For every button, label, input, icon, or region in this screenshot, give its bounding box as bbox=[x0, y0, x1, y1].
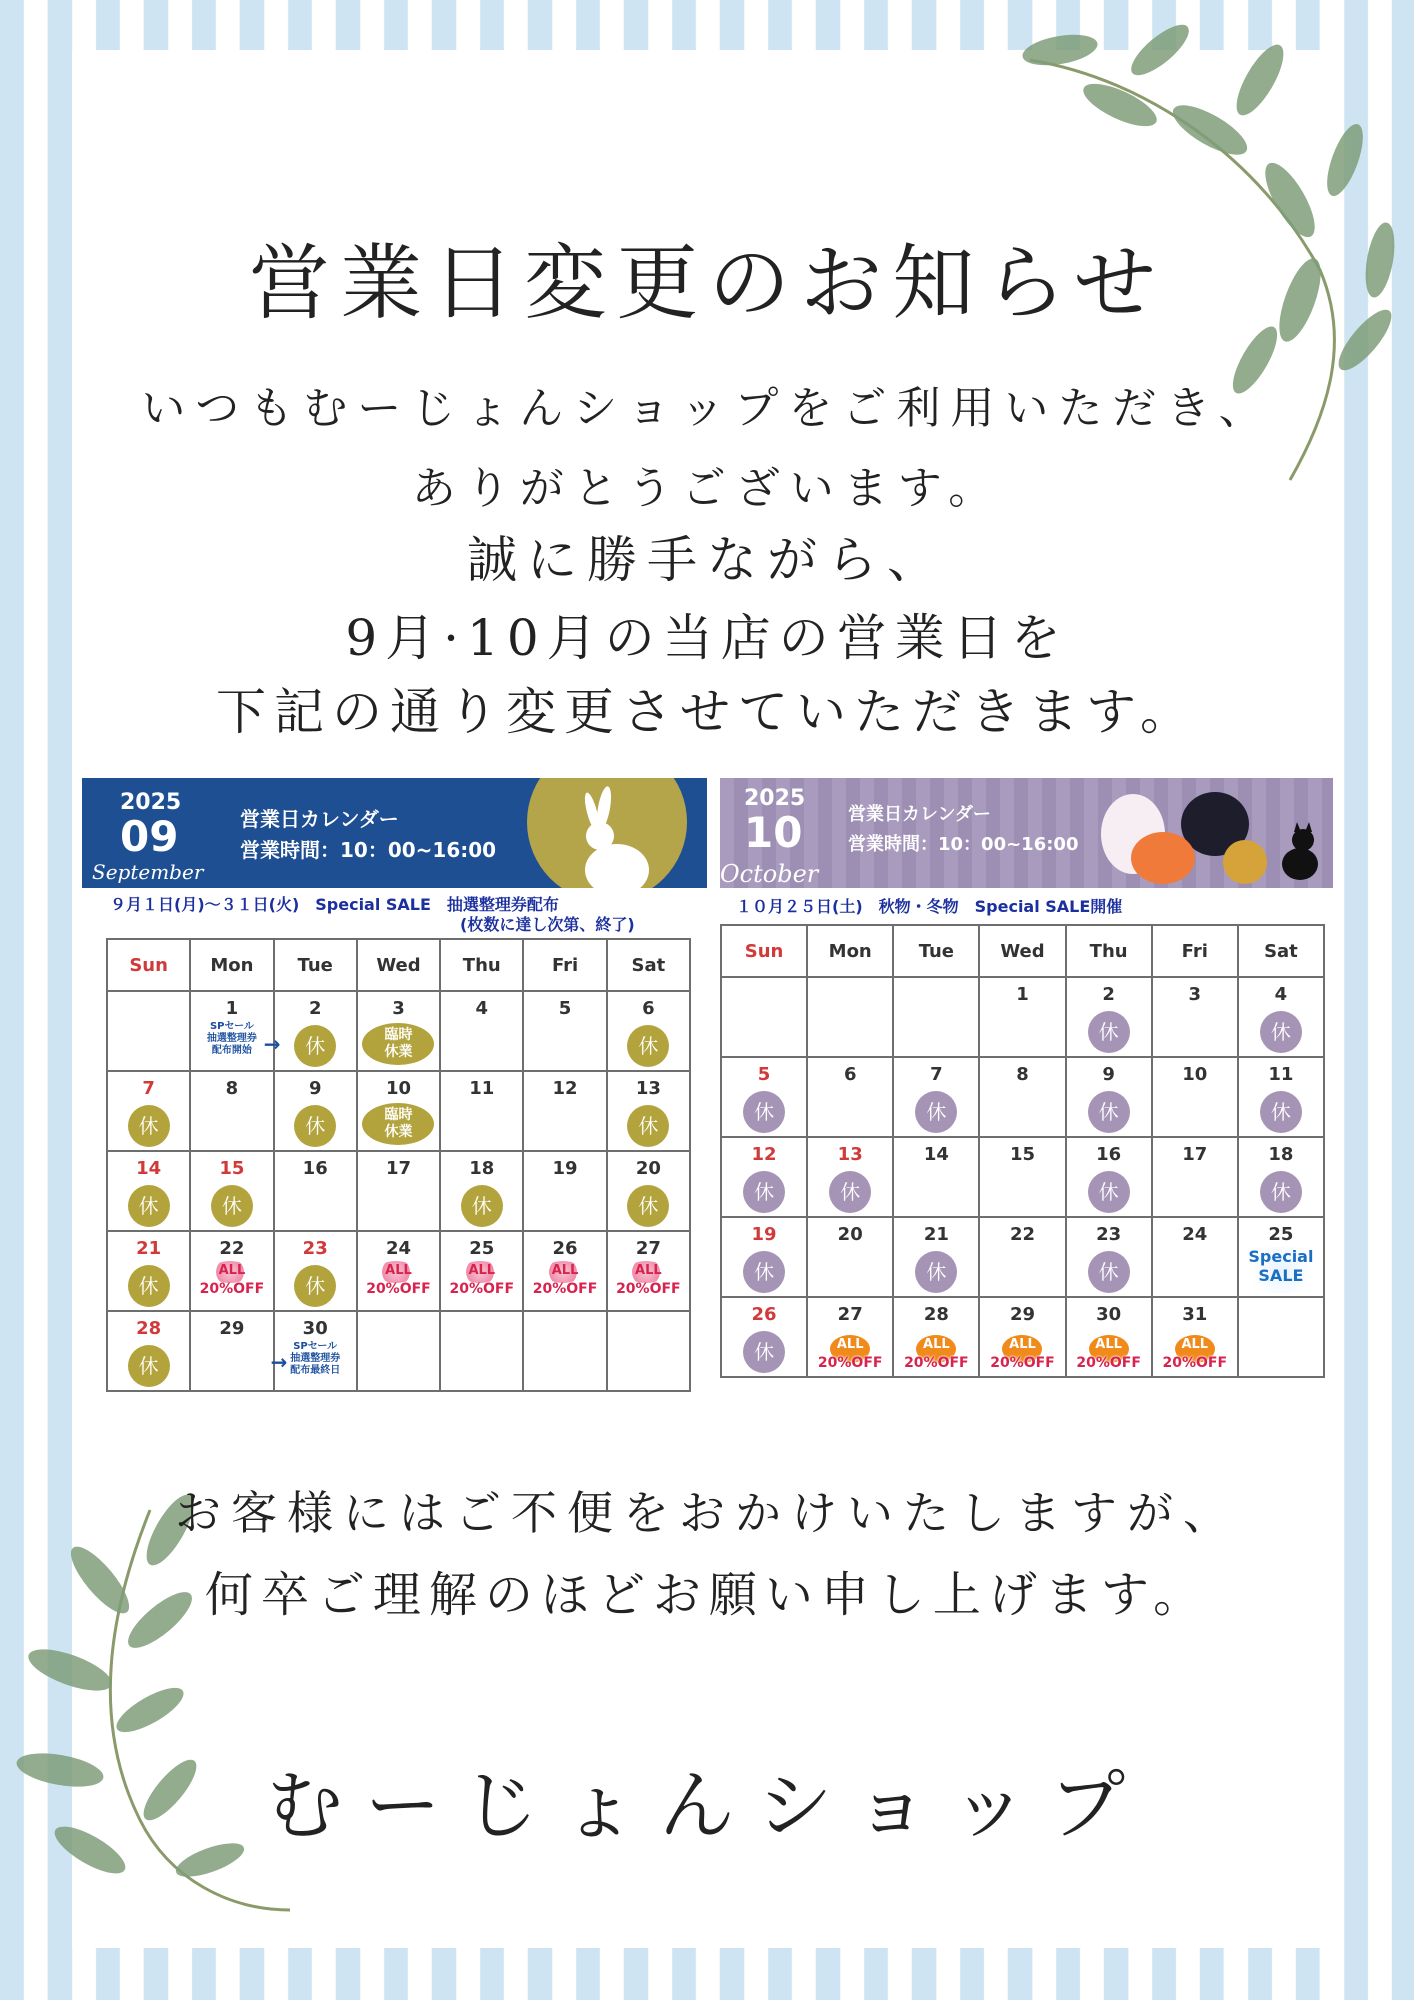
day-cell bbox=[721, 1057, 807, 1137]
special-closure-line: 休業 bbox=[384, 1124, 413, 1140]
day-number: 12 bbox=[552, 1078, 578, 1099]
sale-all-label: ALL bbox=[1009, 1337, 1036, 1352]
weekday-header-tue: Tue bbox=[893, 925, 979, 977]
closing-line-1: お客様にはご不便をおかけいたしますが、 bbox=[175, 1486, 1239, 1540]
week-row bbox=[107, 991, 690, 1071]
special-sale-badge bbox=[1243, 1247, 1319, 1293]
message-line-1: いつもむーじょんショップをご利用いただき、 bbox=[141, 383, 1273, 434]
day-number: 3 bbox=[1188, 984, 1202, 1005]
day-number: 11 bbox=[469, 1078, 495, 1099]
closed-day-badge: 休 bbox=[1260, 1171, 1302, 1213]
day-cell bbox=[440, 1151, 523, 1231]
day-cell bbox=[440, 1311, 523, 1391]
day-cell bbox=[807, 1137, 893, 1217]
day-number: 3 bbox=[392, 998, 405, 1019]
sale-off-label: 20%OFF bbox=[817, 1355, 883, 1371]
day-cell bbox=[721, 1217, 807, 1297]
day-cell bbox=[1152, 977, 1238, 1057]
day-number: 18 bbox=[1268, 1144, 1294, 1165]
day-number: 29 bbox=[1009, 1304, 1036, 1325]
day-number: 13 bbox=[837, 1144, 863, 1165]
weekday-header-thu: Thu bbox=[440, 939, 523, 991]
weekday-header-sat: Sat bbox=[607, 939, 690, 991]
special-closure-badge bbox=[362, 1103, 434, 1145]
week-row bbox=[107, 1151, 690, 1231]
day-cell bbox=[893, 1217, 979, 1297]
day-cell bbox=[523, 1311, 606, 1391]
day-number: 18 bbox=[469, 1158, 495, 1179]
weekday-header-mon: Mon bbox=[190, 939, 273, 991]
day-cell bbox=[523, 991, 606, 1071]
message-line-2: ありがとうございます。 bbox=[411, 463, 1003, 514]
day-cell bbox=[270, 1311, 357, 1391]
moon-rabbit-icon bbox=[522, 778, 692, 888]
day-cell bbox=[357, 991, 440, 1071]
day-number: 2 bbox=[1102, 984, 1115, 1005]
day-number: 28 bbox=[136, 1318, 162, 1339]
october-banner bbox=[720, 778, 1333, 888]
day-cell bbox=[807, 1057, 893, 1137]
pumpkins-cat-icon bbox=[1095, 782, 1333, 888]
day-cell bbox=[1152, 1217, 1238, 1297]
sale-pumpkin-badge bbox=[1073, 1327, 1145, 1371]
day-number: 5 bbox=[558, 998, 572, 1019]
day-cell bbox=[893, 1297, 979, 1377]
day-cell bbox=[1238, 1297, 1324, 1377]
day-number: 19 bbox=[751, 1224, 777, 1245]
closed-day-badge: 休 bbox=[294, 1265, 336, 1307]
closed-day-badge: 休 bbox=[461, 1185, 503, 1227]
day-number: 17 bbox=[1182, 1144, 1208, 1165]
message-line-5: 下記の通り変更させていただきます。 bbox=[216, 683, 1198, 741]
day-cell bbox=[1066, 977, 1152, 1057]
closed-day-badge: 休 bbox=[294, 1025, 336, 1067]
september-header-title: 営業日カレンダー bbox=[240, 807, 399, 831]
closed-day-badge: 休 bbox=[211, 1185, 253, 1227]
september-note-line1: ９月１日(月)～３１日(火) Special SALE 抽選整理券配布 bbox=[110, 895, 559, 914]
day-cell bbox=[607, 991, 690, 1071]
week-row bbox=[721, 1217, 1324, 1297]
sale-all-label: ALL bbox=[1095, 1337, 1122, 1352]
day-number: 24 bbox=[1182, 1224, 1208, 1245]
day-number: 25 bbox=[469, 1238, 495, 1259]
day-number: 11 bbox=[1268, 1064, 1294, 1085]
sale-all-label: ALL bbox=[836, 1337, 864, 1352]
day-cell bbox=[893, 1057, 979, 1137]
sale-flower-badge bbox=[196, 1261, 268, 1301]
message-line-4: 9月·10月の当店の営業日を bbox=[345, 609, 1069, 667]
day-number: 26 bbox=[751, 1304, 777, 1325]
weekday-header-fri: Fri bbox=[1152, 925, 1238, 977]
day-number: 21 bbox=[923, 1224, 949, 1245]
shop-name: むーじょんショップ bbox=[266, 1761, 1148, 1850]
day-cell bbox=[1066, 1057, 1152, 1137]
day-number: 13 bbox=[635, 1078, 661, 1099]
day-number: 1 bbox=[225, 998, 239, 1019]
day-number: 15 bbox=[219, 1158, 245, 1179]
sale-all-label: ALL bbox=[385, 1263, 412, 1278]
weekday-header-tue: Tue bbox=[274, 939, 357, 991]
day-cell bbox=[893, 1137, 979, 1217]
day-cell bbox=[190, 1151, 273, 1231]
day-number: 27 bbox=[837, 1304, 863, 1325]
special-closure-line: 臨時 bbox=[384, 1027, 413, 1043]
october-note-line1: １０月２５日(土) 秋物・冬物 Special SALE開催 bbox=[736, 897, 1123, 916]
sale-off-label: 20%OFF bbox=[366, 1281, 431, 1297]
day-cell bbox=[607, 1231, 690, 1311]
closed-day-badge: 休 bbox=[1088, 1091, 1130, 1133]
september-month: 09 bbox=[120, 812, 179, 861]
day-number: 12 bbox=[751, 1144, 777, 1165]
week-row bbox=[721, 1057, 1324, 1137]
weekday-header-sun: Sun bbox=[107, 939, 190, 991]
day-cell bbox=[1238, 1057, 1324, 1137]
september-calendar bbox=[82, 778, 707, 1398]
day-cell bbox=[107, 1311, 190, 1391]
october-hours: 営業時間：10：00~16:00 bbox=[848, 834, 1079, 855]
sale-pumpkin-badge bbox=[814, 1327, 886, 1371]
weekday-header-fri: Fri bbox=[523, 939, 606, 991]
sale-all-label: ALL bbox=[551, 1263, 579, 1278]
closed-day-badge: 休 bbox=[915, 1251, 957, 1293]
sale-flower-badge bbox=[362, 1261, 434, 1301]
sp-lottery-line: 抽選整理券 bbox=[206, 1033, 257, 1044]
day-cell bbox=[1152, 1057, 1238, 1137]
day-cell bbox=[1066, 1217, 1152, 1297]
sale-flower-badge bbox=[446, 1261, 518, 1301]
sale-flower-badge bbox=[612, 1261, 684, 1301]
day-number: 20 bbox=[635, 1158, 661, 1179]
closed-day-badge: 休 bbox=[1088, 1171, 1130, 1213]
day-number: 25 bbox=[1268, 1224, 1294, 1245]
day-number: 8 bbox=[225, 1078, 239, 1099]
week-row bbox=[721, 1297, 1324, 1377]
sale-all-label: ALL bbox=[218, 1263, 246, 1278]
day-cell bbox=[979, 1297, 1065, 1377]
october-calendar bbox=[720, 778, 1333, 1398]
day-number: 19 bbox=[552, 1158, 578, 1179]
day-cell bbox=[721, 1137, 807, 1217]
day-number: 31 bbox=[1182, 1304, 1208, 1325]
september-script: September bbox=[92, 860, 204, 884]
sale-flower-badge bbox=[529, 1261, 601, 1301]
sp-lottery-note bbox=[191, 1021, 272, 1057]
day-number: 22 bbox=[219, 1238, 245, 1259]
day-number: 14 bbox=[923, 1144, 949, 1165]
day-number: 29 bbox=[219, 1318, 245, 1339]
sale-all-label: ALL bbox=[635, 1263, 662, 1278]
day-cell bbox=[979, 1057, 1065, 1137]
sale-all-label: ALL bbox=[923, 1337, 950, 1352]
day-number: 17 bbox=[385, 1158, 412, 1179]
day-number: 9 bbox=[308, 1078, 322, 1099]
day-number: 22 bbox=[1009, 1224, 1036, 1245]
sp-lottery-line: SPセール bbox=[293, 1341, 338, 1352]
sale-all-label: ALL bbox=[468, 1263, 496, 1278]
closed-day-badge: 休 bbox=[829, 1171, 871, 1213]
day-cell bbox=[523, 1071, 606, 1151]
day-number: 10 bbox=[385, 1078, 412, 1099]
weekday-header-sat: Sat bbox=[1238, 925, 1324, 977]
sale-pumpkin-badge bbox=[986, 1327, 1058, 1371]
day-cell bbox=[357, 1071, 440, 1151]
closed-day-badge: 休 bbox=[128, 1185, 170, 1227]
day-number: 24 bbox=[385, 1238, 412, 1259]
day-number: 1 bbox=[1016, 984, 1029, 1005]
day-number: 5 bbox=[757, 1064, 771, 1085]
day-cell bbox=[893, 977, 979, 1057]
closed-day-badge: 休 bbox=[915, 1091, 957, 1133]
page-title: 営業日変更のお知らせ bbox=[248, 236, 1166, 331]
day-number: 23 bbox=[302, 1238, 328, 1259]
closing-line-2: 何卒ご理解のほどお願い申し上げます。 bbox=[204, 1567, 1210, 1623]
special-sale-line: Special bbox=[1248, 1247, 1314, 1266]
day-cell bbox=[190, 1231, 273, 1311]
week-row bbox=[107, 1311, 690, 1391]
day-number: 23 bbox=[1096, 1224, 1122, 1245]
sale-off-label: 20%OFF bbox=[532, 1281, 598, 1297]
sp-lottery-line: SPセール bbox=[209, 1021, 254, 1032]
day-number: 7 bbox=[930, 1064, 943, 1085]
day-cell bbox=[1238, 1217, 1324, 1297]
day-cell bbox=[107, 1151, 190, 1231]
day-number: 16 bbox=[302, 1158, 328, 1179]
sale-off-label: 20%OFF bbox=[1076, 1355, 1141, 1371]
closed-day-badge: 休 bbox=[743, 1331, 785, 1373]
closed-day-badge: 休 bbox=[1088, 1011, 1130, 1053]
day-cell bbox=[523, 1151, 606, 1231]
sale-off-label: 20%OFF bbox=[199, 1281, 265, 1297]
day-cell bbox=[274, 1071, 357, 1151]
day-cell bbox=[107, 991, 190, 1071]
october-header-title: 営業日カレンダー bbox=[848, 804, 991, 825]
special-closure-badge bbox=[362, 1023, 434, 1065]
day-number: 10 bbox=[1182, 1064, 1208, 1085]
october-grid bbox=[720, 924, 1325, 1378]
closed-day-badge: 休 bbox=[1088, 1251, 1130, 1293]
day-cell bbox=[357, 1311, 440, 1391]
message-line-3: 誠に勝手ながら、 bbox=[467, 531, 947, 589]
day-cell bbox=[274, 1231, 357, 1311]
day-number: 30 bbox=[1096, 1304, 1122, 1325]
closed-day-badge: 休 bbox=[128, 1265, 170, 1307]
day-number: 6 bbox=[642, 998, 655, 1019]
day-cell bbox=[607, 1311, 690, 1391]
september-year: 2025 bbox=[120, 790, 182, 815]
day-cell bbox=[190, 1311, 273, 1391]
closed-day-badge: 休 bbox=[128, 1105, 170, 1147]
arrow-right-icon: → bbox=[270, 1350, 288, 1374]
day-cell bbox=[274, 1151, 357, 1231]
sale-off-label: 20%OFF bbox=[449, 1281, 515, 1297]
weekday-header-wed: Wed bbox=[979, 925, 1065, 977]
day-cell bbox=[721, 1297, 807, 1377]
day-cell bbox=[190, 1071, 273, 1151]
day-cell bbox=[979, 977, 1065, 1057]
day-cell bbox=[1152, 1297, 1238, 1377]
day-number: 7 bbox=[142, 1078, 155, 1099]
day-cell bbox=[190, 991, 281, 1071]
day-cell bbox=[440, 1231, 523, 1311]
week-row bbox=[107, 1071, 690, 1151]
weekday-header-wed: Wed bbox=[357, 939, 440, 991]
sale-off-label: 20%OFF bbox=[990, 1355, 1055, 1371]
closed-day-badge: 休 bbox=[627, 1185, 669, 1227]
sp-lottery-line: 配布開始 bbox=[211, 1045, 252, 1056]
day-cell bbox=[721, 977, 807, 1057]
sale-pumpkin-badge bbox=[1159, 1327, 1231, 1371]
day-number: 14 bbox=[136, 1158, 162, 1179]
october-month: 10 bbox=[744, 808, 803, 857]
day-cell bbox=[1238, 977, 1324, 1057]
closed-day-badge: 休 bbox=[627, 1105, 669, 1147]
day-number: 26 bbox=[552, 1238, 578, 1259]
sale-off-label: 20%OFF bbox=[616, 1281, 681, 1297]
special-closure-line: 臨時 bbox=[384, 1107, 413, 1123]
closed-day-badge: 休 bbox=[627, 1025, 669, 1067]
day-cell bbox=[979, 1137, 1065, 1217]
closed-day-badge: 休 bbox=[743, 1171, 785, 1213]
day-cell bbox=[1152, 1137, 1238, 1217]
day-number: 8 bbox=[1016, 1064, 1029, 1085]
day-cell bbox=[807, 977, 893, 1057]
october-script: October bbox=[720, 860, 819, 888]
day-cell bbox=[523, 1231, 606, 1311]
day-cell bbox=[440, 1071, 523, 1151]
weekday-header-thu: Thu bbox=[1066, 925, 1152, 977]
day-cell bbox=[357, 1151, 440, 1231]
day-number: 16 bbox=[1096, 1144, 1122, 1165]
weekday-header-mon: Mon bbox=[807, 925, 893, 977]
special-closure-line: 休業 bbox=[384, 1044, 413, 1060]
week-row bbox=[721, 1137, 1324, 1217]
day-number: 6 bbox=[843, 1064, 857, 1085]
closed-day-badge: 休 bbox=[294, 1105, 336, 1147]
day-number: 9 bbox=[1102, 1064, 1115, 1085]
closed-day-badge: 休 bbox=[1260, 1011, 1302, 1053]
day-cell bbox=[607, 1071, 690, 1151]
sale-all-label: ALL bbox=[1181, 1337, 1209, 1352]
day-cell bbox=[607, 1151, 690, 1231]
arrow-right-icon: → bbox=[263, 1032, 281, 1056]
day-number: 4 bbox=[475, 998, 489, 1019]
sp-lottery-line: 抽選整理券 bbox=[290, 1353, 341, 1364]
day-number: 30 bbox=[302, 1318, 328, 1339]
day-cell bbox=[1066, 1137, 1152, 1217]
day-cell bbox=[807, 1297, 893, 1377]
day-number: 21 bbox=[136, 1238, 162, 1259]
sp-lottery-line: 配布最終日 bbox=[290, 1365, 341, 1376]
day-cell bbox=[979, 1217, 1065, 1297]
day-number: 28 bbox=[923, 1304, 949, 1325]
day-number: 27 bbox=[635, 1238, 661, 1259]
week-row bbox=[107, 1231, 690, 1311]
closed-day-badge: 休 bbox=[743, 1251, 785, 1293]
september-hours: 営業時間：10：00~16:00 bbox=[240, 838, 497, 862]
day-cell bbox=[274, 991, 357, 1071]
day-cell bbox=[807, 1217, 893, 1297]
day-cell bbox=[357, 1231, 440, 1311]
day-number: 15 bbox=[1009, 1144, 1036, 1165]
day-cell bbox=[107, 1231, 190, 1311]
october-year: 2025 bbox=[744, 786, 806, 811]
september-grid bbox=[106, 938, 691, 1392]
day-cell bbox=[107, 1071, 190, 1151]
day-number: 20 bbox=[837, 1224, 863, 1245]
day-cell bbox=[1066, 1297, 1152, 1377]
closed-day-badge: 休 bbox=[743, 1091, 785, 1133]
september-banner bbox=[82, 778, 707, 888]
day-number: 4 bbox=[1274, 984, 1288, 1005]
day-cell bbox=[440, 991, 523, 1071]
special-sale-line: SALE bbox=[1258, 1266, 1304, 1285]
closed-day-badge: 休 bbox=[1260, 1091, 1302, 1133]
september-note-line2: (枚数に達し次第、終了) bbox=[460, 915, 635, 934]
day-number: 2 bbox=[308, 998, 322, 1019]
sale-off-label: 20%OFF bbox=[904, 1355, 969, 1371]
weekday-header-sun: Sun bbox=[721, 925, 807, 977]
sale-pumpkin-badge bbox=[900, 1327, 972, 1371]
week-row bbox=[721, 977, 1324, 1057]
day-cell bbox=[1238, 1137, 1324, 1217]
sale-off-label: 20%OFF bbox=[1162, 1355, 1228, 1371]
closed-day-badge: 休 bbox=[128, 1345, 170, 1387]
